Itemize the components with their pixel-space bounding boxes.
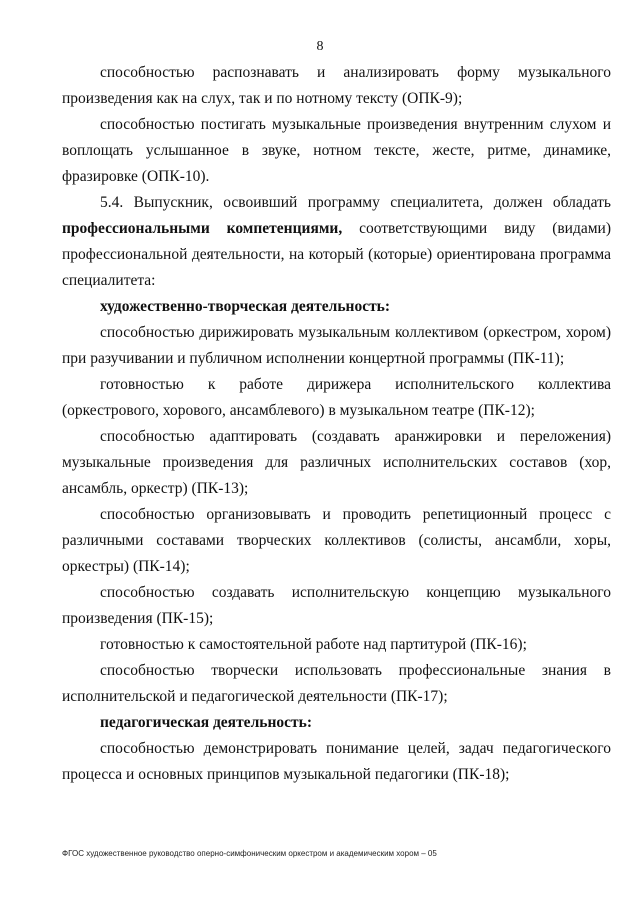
paragraph-5-4-rest: соответствующими виду (видами) профессиональной деятельности, на который (которые) ориентирована программа специалитета: [62,220,612,289]
paragraph-opk-9: способностью распознавать и анализировать форму музыкального произведения как на слух, так и по нотному тексту (ОПК-9); [62,64,611,107]
document-body [62,60,611,788]
section-heading-pedagogical: педагогическая деятельность: [100,714,312,731]
paragraph-5-4 [62,190,611,294]
document-footer: ФГОС художественное руководство оперно-симфоническим оркестром и академическим хором – 05 [62,849,437,858]
paragraph-pk-18: способностью демонстрировать понимание целей, задач педагогического процесса и основных принципов музыкальной педагогики (ПК-18); [62,740,611,783]
paragraph-pk-13: способностью адаптировать (создавать аранжировки и переложения) музыкальные произведения для различных исполнительских составов (хор, ансамбль, оркестр) (ПК-13); [62,428,611,497]
paragraph-pk-11: способностью дирижировать музыкальным коллективом (оркестром, хором) при разучивании и публичном исполнении концертной программы (ПК-11); [62,324,611,367]
paragraph-pk-15: способностью создавать исполнительскую концепцию музыкального произведения (ПК-15); [62,584,611,627]
professional-competencies-term: профессиональными компетенциями, [62,220,343,237]
paragraph-opk-10: способностью постигать музыкальные произведения внутренним слухом и воплощать услышанное в звуке, нотном тексте, жесте, ритме, динамике, фразировке (ОПК-10). [62,116,611,185]
paragraph-5-4-intro: 5.4. Выпускник, освоивший программу специалитета, должен обладать [100,194,611,211]
paragraph-pk-12: готовностью к работе дирижера исполнительского коллектива (оркестрового, хорового, ансамблевого) в музыкальном театре (ПК-12); [62,376,611,419]
paragraph-pk-17: способностью творчески использовать профессиональные знания в исполнительской и педагогической деятельности (ПК-17); [62,662,611,705]
paragraph-pk-16: готовностью к самостоятельной работе над партитурой (ПК-16); [100,636,527,653]
page-number: 8 [316,39,324,54]
section-heading-artistic: художественно-творческая деятельность: [100,298,391,315]
paragraph-pk-14: способностью организовывать и проводить репетиционный процесс с различными составами творческих коллективов (солисты, ансамбли, хоры, оркестры) (ПК-14); [62,506,611,575]
